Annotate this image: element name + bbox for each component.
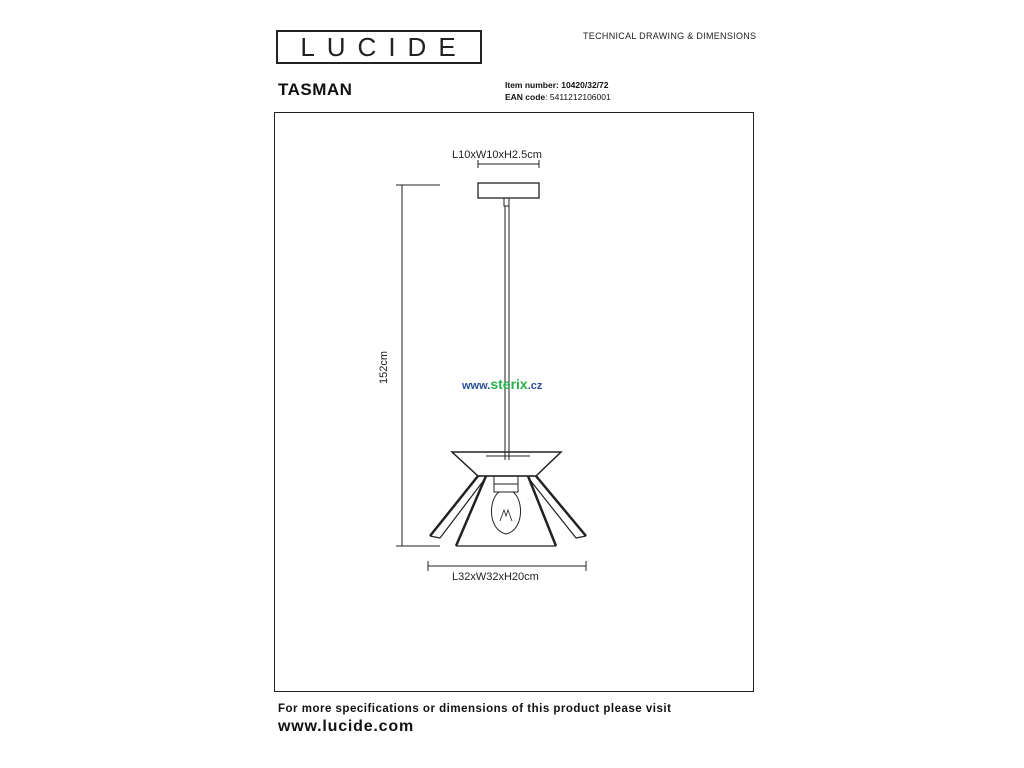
product-name: TASMAN (278, 80, 353, 99)
watermark-prefix: www. (462, 380, 491, 392)
watermark-brand: sterix (490, 376, 528, 392)
height-dimension-label: 152cm (378, 350, 390, 384)
footer-url[interactable]: www.lucide.com (278, 718, 414, 735)
watermark (462, 376, 542, 392)
item-number-value: 10420/32/72 (561, 80, 609, 90)
shade-dimension-label: L32xW32xH20cm (452, 571, 539, 583)
footer-note: For more specifications or dimensions of this product please visit (278, 703, 672, 715)
bulb (491, 492, 520, 534)
canopy-dimension-label: L10xW10xH2.5cm (452, 149, 542, 161)
document-type: TECHNICAL DRAWING & DIMENSIONS (583, 31, 757, 41)
ean-label: EAN code (505, 92, 546, 102)
watermark-suffix: .cz (527, 380, 543, 392)
item-number-label: Item number: (505, 80, 559, 90)
ean-value: : 5411212106001 (545, 92, 611, 102)
cord-grip (504, 198, 509, 206)
brand-logo: LUCIDE (300, 32, 468, 62)
canopy (478, 183, 539, 198)
